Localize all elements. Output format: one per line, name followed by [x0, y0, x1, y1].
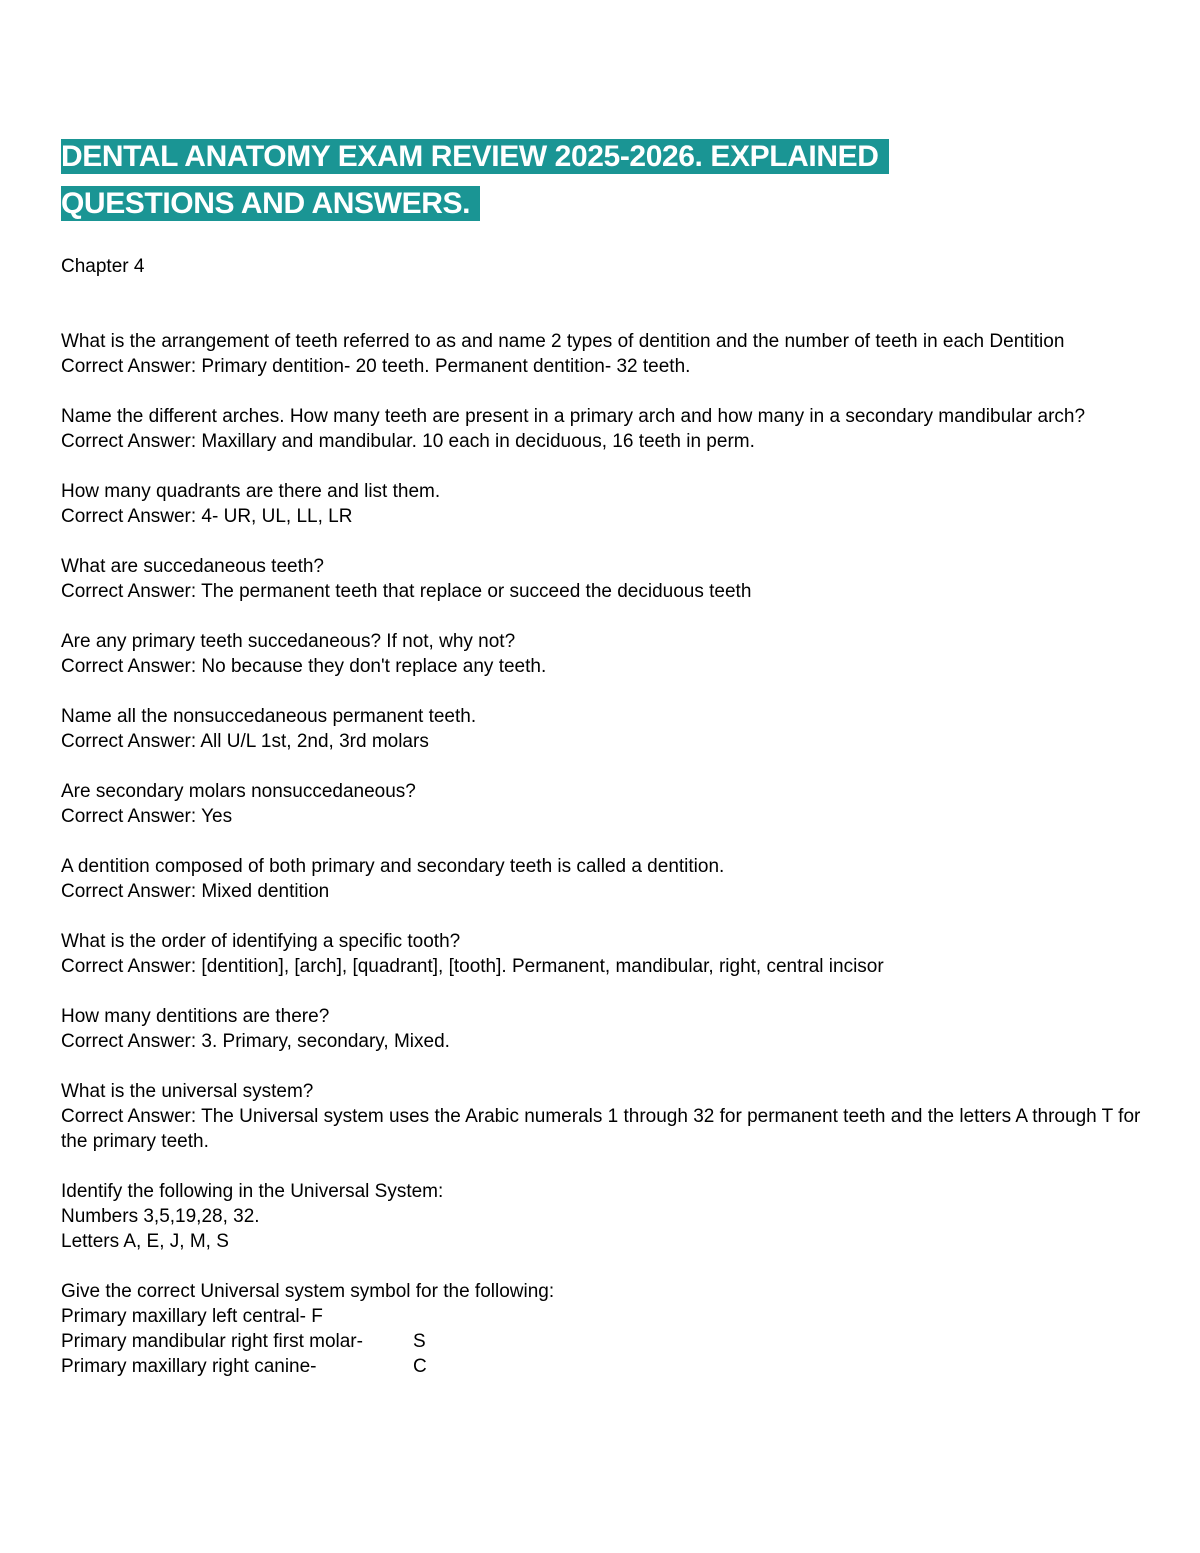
symbol-row-3-label: Primary maxillary right canine- — [61, 1356, 317, 1377]
title-line-2: QUESTIONS AND ANSWERS. — [61, 186, 480, 221]
answer-text: Correct Answer: Mixed dentition — [61, 881, 330, 902]
qa-item — [61, 404, 1141, 454]
question-text: How many quadrants are there and list them. — [61, 481, 441, 502]
symbol-heading: Give the correct Universal system symbol for the following: — [61, 1281, 555, 1302]
answer-text: Correct Answer: 3. Primary, secondary, Mixed. — [61, 1031, 450, 1052]
symbol-row-2 — [61, 1329, 1141, 1354]
answer-text: Correct Answer: Maxillary and mandibular. 10 each in deciduous, 16 teeth in perm. — [61, 431, 755, 452]
qa-item — [61, 629, 1141, 679]
question-text: A dentition composed of both primary and secondary teeth is called a dentition. — [61, 856, 725, 877]
question-text: How many dentitions are there? — [61, 1006, 330, 1027]
qa-item — [61, 854, 1141, 904]
question-text: Name the different arches. How many teeth are present in a primary arch and how many in a secondary mandibular arch? — [61, 406, 1086, 427]
question-text: What is the universal system? — [61, 1081, 314, 1102]
identify-numbers: Numbers 3,5,19,28, 32. — [61, 1206, 260, 1227]
question-text: What is the order of identifying a specific tooth? — [61, 931, 461, 952]
question-text: Are secondary molars nonsuccedaneous? — [61, 781, 416, 802]
symbol-row-2-label: Primary mandibular right first molar- — [61, 1331, 363, 1352]
symbol-section — [61, 1279, 1141, 1379]
question-text: What are succedaneous teeth? — [61, 556, 325, 577]
qa-item — [61, 554, 1141, 604]
answer-text: Correct Answer: Primary dentition- 20 teeth. Permanent dentition- 32 teeth. — [61, 356, 691, 377]
answer-text: Correct Answer: Yes — [61, 806, 233, 827]
answer-text: Correct Answer: No because they don't replace any teeth. — [61, 656, 547, 677]
answer-text: Correct Answer: [dentition], [arch], [quadrant], [tooth]. Permanent, mandibular, right, central incisor — [61, 956, 884, 977]
qa-item — [61, 1004, 1141, 1054]
question-text: What is the arrangement of teeth referred to as and name 2 types of dentition and the number of teeth in each Dentition — [61, 331, 1065, 352]
question-text: Are any primary teeth succedaneous? If not, why not? — [61, 631, 516, 652]
identify-section — [61, 1179, 1141, 1254]
question-text: Name all the nonsuccedaneous permanent teeth. — [61, 706, 477, 727]
qa-item — [61, 779, 1141, 829]
symbol-row-1: Primary maxillary left central- F — [61, 1306, 323, 1327]
answer-text: Correct Answer: The permanent teeth that replace or succeed the deciduous teeth — [61, 581, 752, 602]
answer-text: Correct Answer: 4- UR, UL, LL, LR — [61, 506, 353, 527]
chapter-heading: Chapter 4 — [61, 256, 145, 277]
answer-text: Correct Answer: The Universal system uses the Arabic numerals 1 through 32 for permanent teeth and the letters A through T for the primary teeth. — [61, 1106, 1141, 1152]
qa-item — [61, 329, 1141, 379]
qa-item — [61, 479, 1141, 529]
qa-item — [61, 1079, 1141, 1154]
qa-list — [61, 329, 1141, 1379]
symbol-row-3 — [61, 1354, 1141, 1379]
document-title — [61, 133, 1141, 227]
answer-text: Correct Answer: All U/L 1st, 2nd, 3rd molars — [61, 731, 429, 752]
identify-letters: Letters A, E, J, M, S — [61, 1231, 229, 1252]
title-line-1: DENTAL ANATOMY EXAM REVIEW 2025-2026. EXPLAINED — [61, 139, 889, 174]
symbol-row-2-value: S — [413, 1331, 426, 1352]
document-page — [61, 133, 1141, 1379]
identify-heading: Identify the following in the Universal System: — [61, 1181, 444, 1202]
symbol-row-3-value: C — [413, 1356, 427, 1377]
qa-item — [61, 704, 1141, 754]
qa-item — [61, 929, 1141, 979]
